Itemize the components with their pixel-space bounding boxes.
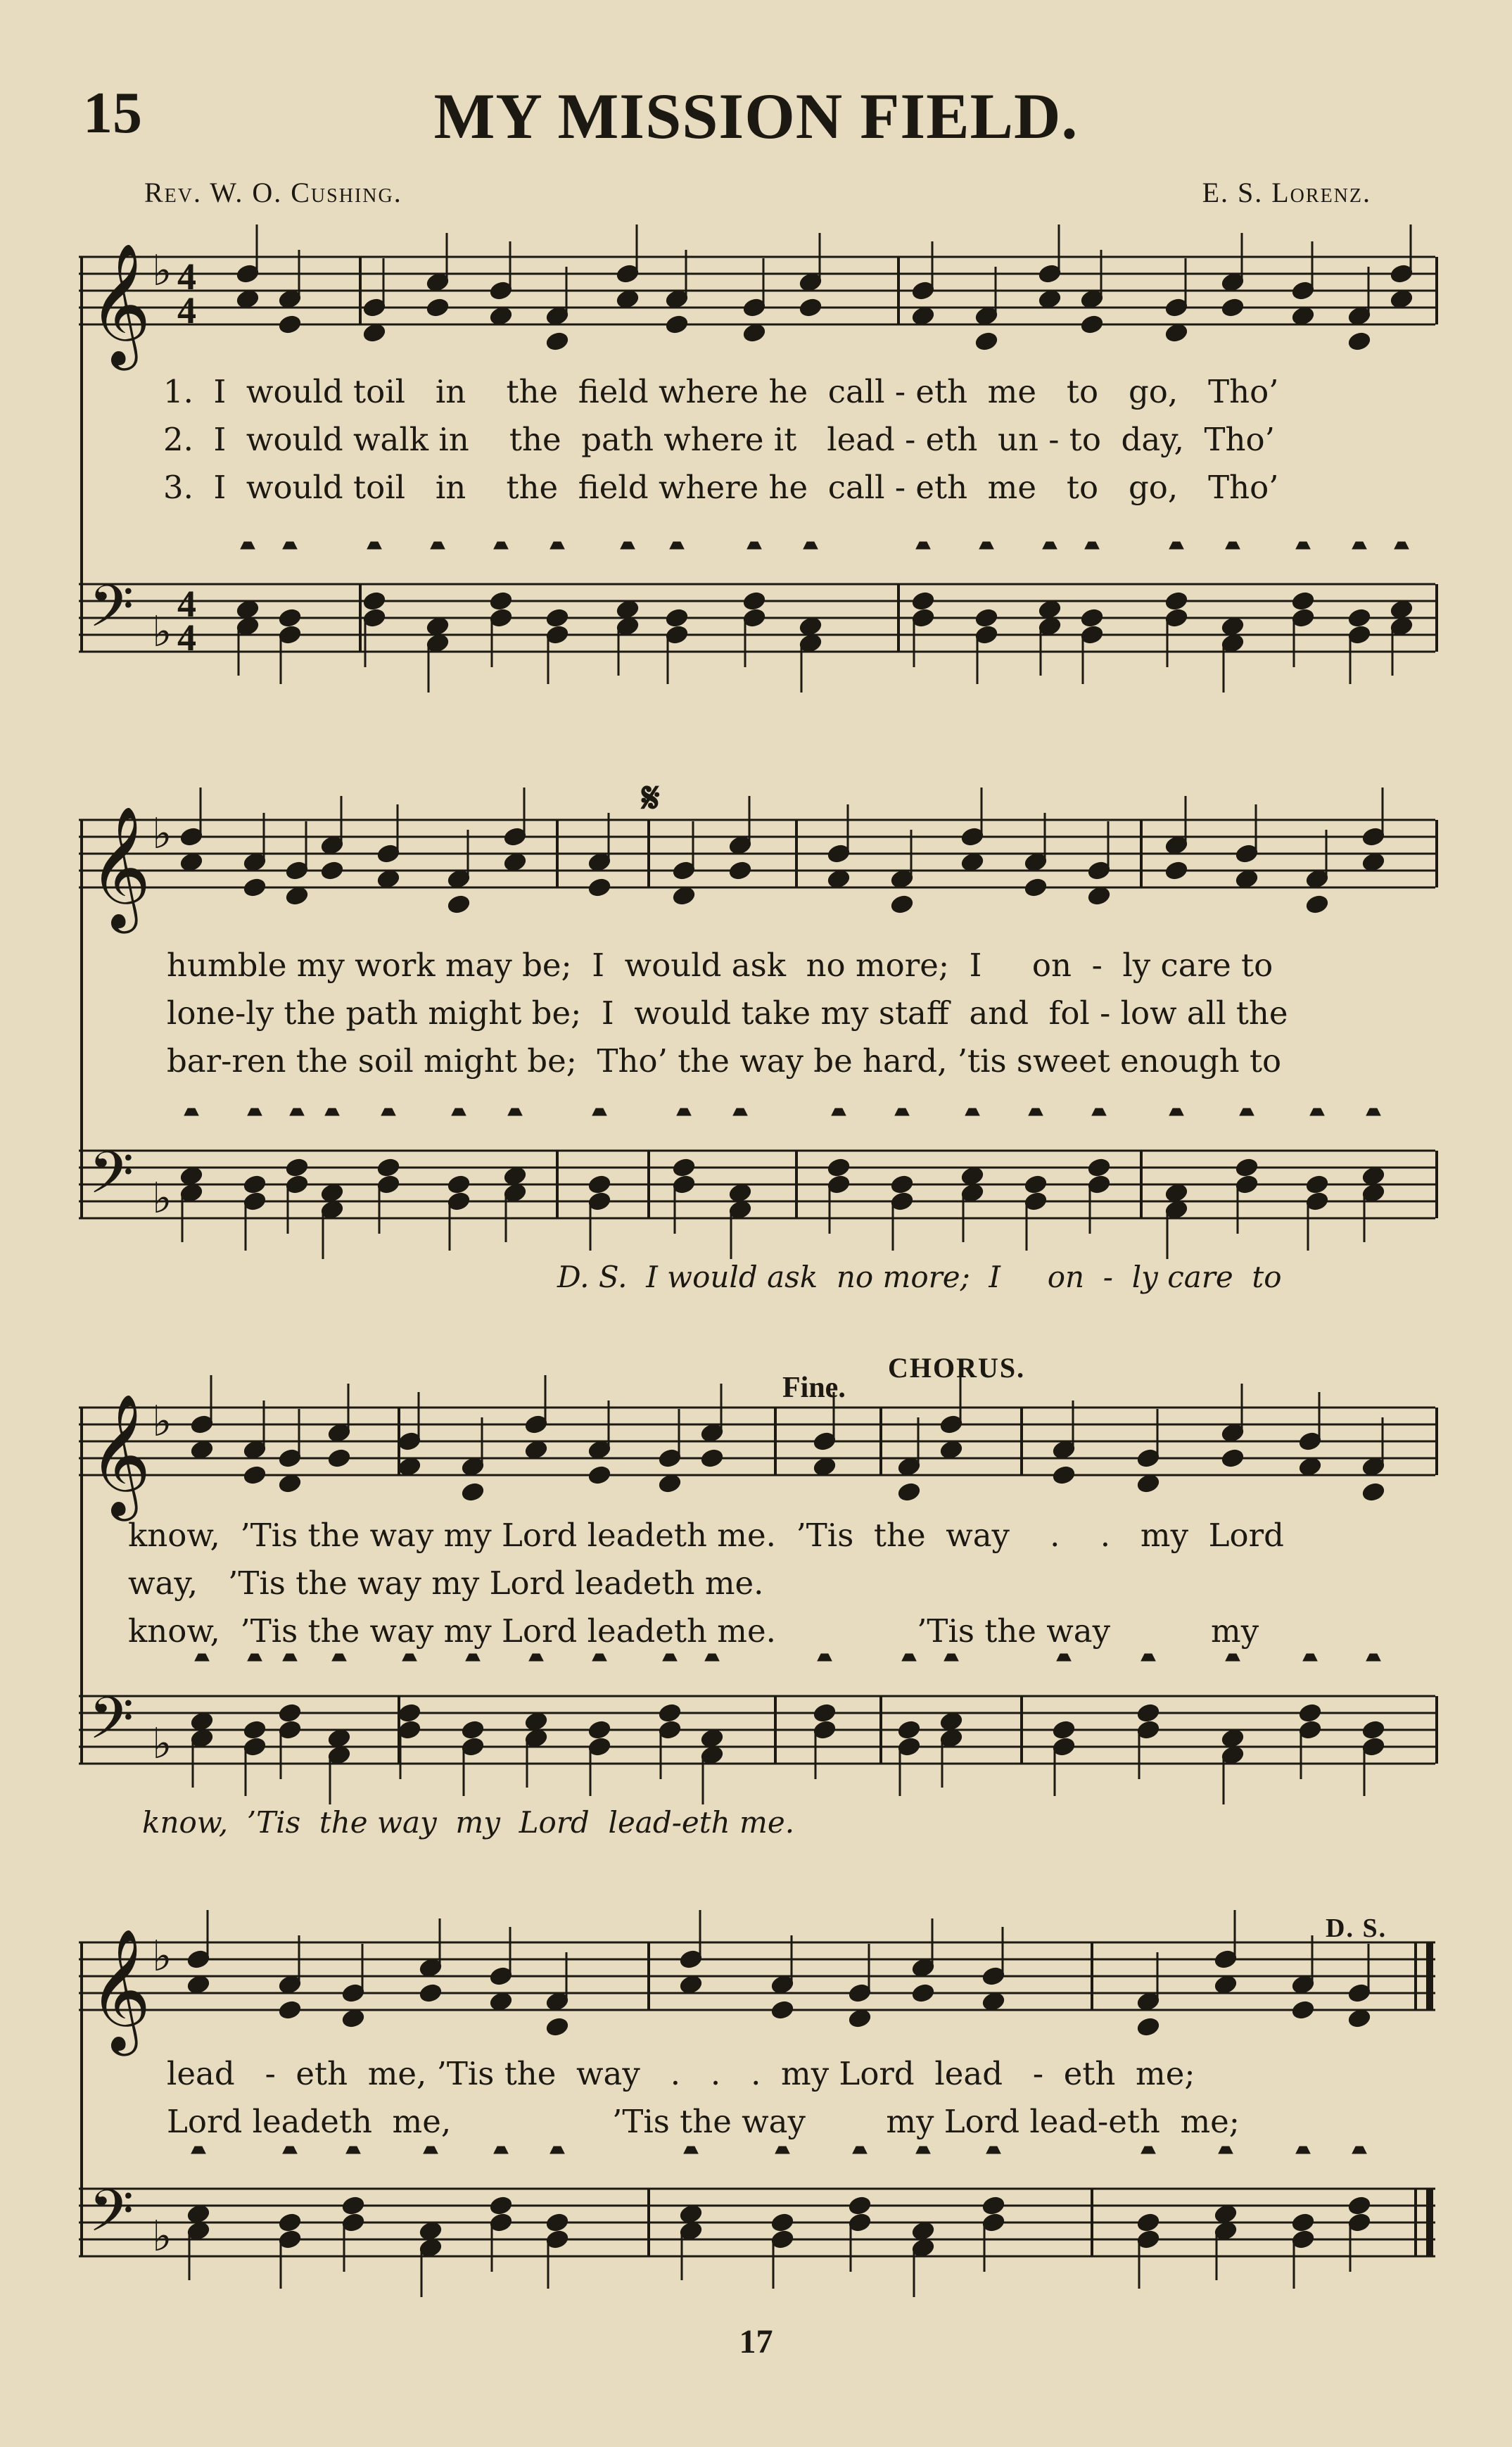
shape-notehead (508, 1108, 522, 1115)
shape-notehead (1352, 2146, 1366, 2154)
notehead (1304, 1174, 1330, 1196)
lyric-verse-1: know, ’Tis the way my Lord leadeth me. ’Tis the way . . my Lord (128, 1517, 1284, 1554)
shape-notehead (775, 2146, 789, 2154)
notehead (974, 331, 999, 353)
notehead (460, 1719, 485, 1741)
shape-notehead (1226, 1654, 1240, 1661)
shape-notehead (803, 542, 818, 549)
notehead (1220, 1448, 1245, 1469)
shape-notehead (1169, 1108, 1183, 1115)
notehead (664, 314, 690, 336)
notehead (1051, 1719, 1076, 1741)
notehead (798, 297, 823, 319)
notehead (446, 894, 471, 916)
lyric-verse-2: way, ’Tis the way my Lord leadeth me. (128, 1564, 764, 1602)
notehead (587, 877, 612, 899)
notehead (1304, 894, 1330, 916)
shape-notehead (1057, 1654, 1071, 1661)
time-signature: 4 (177, 255, 196, 298)
notehead (1290, 1999, 1316, 2021)
shape-notehead (1352, 542, 1366, 549)
shape-notehead (550, 2146, 564, 2154)
clefs (89, 1928, 172, 2261)
shape-notehead (1395, 542, 1409, 549)
notehead (284, 1157, 310, 1179)
notehead (1361, 1481, 1386, 1503)
shape-notehead (424, 2146, 438, 2154)
key-flat: ♭ (152, 607, 172, 657)
shape-notehead (1043, 542, 1057, 549)
shape-notehead (902, 1654, 916, 1661)
shape-notehead (494, 542, 508, 549)
notehead (671, 1157, 697, 1179)
shape-notehead (494, 2146, 508, 2154)
shape-notehead (818, 1654, 832, 1661)
shape-notehead (283, 1654, 297, 1661)
shape-notehead (452, 1108, 466, 1115)
shape-notehead (550, 542, 564, 549)
key-flat: ♭ (152, 2212, 172, 2261)
music-system-4 (79, 1914, 1435, 2308)
notehead (418, 1983, 443, 2004)
composer-credit: E. S. Lorenz. (1202, 177, 1371, 208)
shape-notehead (1240, 1108, 1254, 1115)
music-system-3 (79, 1337, 1435, 1865)
shape-notehead (1085, 542, 1099, 549)
shape-notehead (677, 1108, 691, 1115)
shape-notehead (283, 2146, 297, 2154)
shape-notehead (184, 1108, 198, 1115)
shape-notehead (1296, 2146, 1310, 2154)
notehead (587, 1174, 612, 1196)
notes (235, 225, 1414, 693)
notehead (545, 2212, 570, 2234)
music-system-2 (79, 775, 1435, 1316)
shape-notehead (248, 1108, 262, 1115)
notehead (847, 2195, 872, 2217)
shape-notehead (832, 1108, 846, 1115)
notehead (896, 1719, 922, 1741)
notehead (242, 1465, 267, 1486)
notehead (1023, 1174, 1048, 1196)
notehead (770, 2212, 795, 2234)
shape-notehead (747, 542, 761, 549)
notehead (1136, 1702, 1161, 1724)
notehead (488, 2195, 514, 2217)
notehead (545, 2016, 570, 2038)
shape-notehead (986, 2146, 1000, 2154)
notehead (1361, 1719, 1386, 1741)
notehead (889, 894, 915, 916)
notehead (488, 590, 514, 612)
shape-notehead (621, 542, 635, 549)
shape-notehead (195, 1654, 209, 1661)
notehead (1051, 1465, 1076, 1486)
notehead (587, 1719, 612, 1741)
shape-notehead (1310, 1108, 1324, 1115)
shape-notehead (381, 1108, 395, 1115)
shape-notehead (853, 2146, 867, 2154)
notehead (657, 1702, 682, 1724)
shape-notehead (402, 1654, 417, 1661)
notehead (362, 590, 387, 612)
notehead (1164, 590, 1189, 612)
lyric-verse-2: lone-ly the path might be; I would take my staff and fol - low all the (167, 994, 1288, 1032)
lyric-verse-2: 2. I would walk in the path where it lead - eth un - to day, Tho’ (163, 421, 1275, 458)
notehead (341, 2195, 366, 2217)
ds-lyric-line: know, ’Tis the way my Lord lead-eth me. (142, 1805, 795, 1840)
lyric-verse-3: know, ’Tis the way my Lord leadeth me. ’Tis the way my (128, 1612, 1259, 1650)
key-flat: ♭ (152, 1397, 172, 1446)
time-signature: 4 (177, 583, 196, 625)
shape-notehead (1141, 2146, 1155, 2154)
notehead (277, 314, 303, 336)
notehead (1136, 2016, 1161, 2038)
notehead (910, 1983, 936, 2004)
notehead (545, 331, 570, 353)
notehead (1347, 331, 1372, 353)
lyric-verse-1: 1. I would toil in the field where he call - eth me to go, Tho’ (163, 373, 1279, 410)
shape-notehead (895, 1108, 909, 1115)
notehead (587, 1465, 612, 1486)
key-flat: ♭ (152, 1719, 172, 1769)
shape-notehead (346, 2146, 360, 2154)
notehead (1079, 314, 1105, 336)
bass-clef: 𝄢 (89, 2177, 134, 2259)
notehead (1297, 1702, 1323, 1724)
notehead (742, 590, 767, 612)
bass-clef: 𝄢 (89, 1684, 134, 1766)
key-flat: ♭ (152, 246, 172, 296)
notehead (326, 1448, 352, 1469)
lyric-verse-1: humble my work may be; I would ask no more; I on - ly care to (167, 947, 1273, 984)
notehead (425, 297, 450, 319)
notehead (277, 2212, 303, 2234)
notehead (896, 1481, 922, 1503)
notehead (812, 1702, 837, 1724)
notehead (1347, 2195, 1372, 2217)
treble-clef: 𝄞 (89, 243, 151, 365)
notehead (1164, 860, 1189, 882)
shape-notehead (1219, 2146, 1233, 2154)
notehead (545, 607, 570, 629)
notehead (277, 1999, 303, 2021)
shape-notehead (466, 1654, 480, 1661)
shape-notehead (1169, 542, 1183, 549)
fine-mark: Fine. (782, 1372, 846, 1404)
shape-notehead (241, 542, 255, 549)
shape-notehead (1226, 542, 1240, 549)
shape-notehead (1366, 1654, 1380, 1661)
notehead (1086, 1157, 1112, 1179)
notehead (1079, 607, 1105, 629)
shape-notehead (1296, 542, 1310, 549)
shape-notehead (684, 2146, 698, 2154)
shape-notehead (663, 1654, 677, 1661)
notehead (242, 1174, 267, 1196)
notehead (728, 860, 753, 882)
shape-notehead (248, 1654, 262, 1661)
treble-clef: 𝄞 (89, 1393, 151, 1516)
shape-notehead (592, 1108, 606, 1115)
key-flat: ♭ (152, 1932, 172, 1981)
notehead (277, 1702, 303, 1724)
shape-notehead (1141, 1654, 1155, 1661)
shape-notehead (979, 542, 993, 549)
shape-notehead (367, 542, 381, 549)
lyric-verse-3: 3. I would toil in the field where he call - eth me to go, Tho’ (163, 469, 1279, 506)
shape-notehead (705, 1654, 719, 1661)
lyric-verse-1: lead - eth me, ’Tis the way . . . my Lord lead - eth me; (167, 2055, 1195, 2092)
shape-notehead (965, 1108, 979, 1115)
shape-notehead (944, 1654, 958, 1661)
notehead (974, 607, 999, 629)
key-flat: ♭ (152, 1174, 172, 1223)
shape-notehead (1303, 1654, 1317, 1661)
hymn-title: MY MISSION FIELD. (433, 80, 1079, 152)
notehead (910, 590, 936, 612)
ds-lyric-line: D. S. I would ask no more; I on - ly care to (557, 1260, 1282, 1294)
bass-clef: 𝄢 (89, 1139, 134, 1221)
shape-notehead (529, 1654, 543, 1661)
notehead (1290, 2212, 1316, 2234)
segno-mark: 𝄋 (642, 775, 660, 821)
notehead (699, 1448, 725, 1469)
shape-notehead (1366, 1108, 1380, 1115)
notehead (889, 1174, 915, 1196)
notehead (319, 860, 345, 882)
notehead (1220, 297, 1245, 319)
notehead (242, 1719, 267, 1741)
treble-clef: 𝄞 (89, 1928, 151, 2051)
shape-notehead (733, 1108, 747, 1115)
shape-notehead (1092, 1108, 1106, 1115)
notehead (277, 607, 303, 629)
ds-mark: D. S. (1326, 1914, 1387, 1943)
notehead (397, 1702, 422, 1724)
lyricist-credit: Rev. W. O. Cushing. (144, 177, 402, 208)
shape-notehead (916, 2146, 930, 2154)
time-signature: 4 (177, 617, 196, 659)
lyric-verse-3: bar-ren the soil might be; Tho’ the way be hard, ’tis sweet enough to (167, 1042, 1282, 1080)
notehead (1347, 607, 1372, 629)
notehead (770, 1999, 795, 2021)
bass-clef: 𝄢 (89, 572, 134, 655)
page-number: 15 (83, 80, 142, 146)
shape-notehead (916, 542, 930, 549)
notehead (1290, 590, 1316, 612)
notehead (826, 1157, 851, 1179)
footer-page-number: 17 (739, 2323, 773, 2360)
notehead (1136, 2212, 1161, 2234)
notehead (981, 2195, 1006, 2217)
notehead (376, 1157, 401, 1179)
notehead (1234, 1157, 1259, 1179)
notehead (460, 1481, 485, 1503)
shape-notehead (325, 1108, 339, 1115)
clefs (89, 806, 172, 1223)
treble-clef: 𝄞 (89, 806, 151, 928)
notehead (664, 607, 690, 629)
notehead (1023, 877, 1048, 899)
shape-notehead (191, 2146, 205, 2154)
shape-notehead (283, 542, 297, 549)
chorus-heading: CHORUS. (888, 1352, 1026, 1384)
time-signature: 4 (177, 289, 196, 331)
shape-notehead (290, 1108, 304, 1115)
shape-notehead (1029, 1108, 1043, 1115)
shape-notehead (431, 542, 445, 549)
notehead (242, 877, 267, 899)
shape-notehead (332, 1654, 346, 1661)
key-flat: ♭ (152, 809, 172, 859)
music-system-1 (79, 232, 1435, 683)
shape-notehead (670, 542, 684, 549)
notehead (446, 1174, 471, 1196)
lyric-verse-2: Lord leadeth me, ’Tis the way my Lord lead-eth me; (167, 2103, 1240, 2140)
shape-notehead (592, 1654, 606, 1661)
